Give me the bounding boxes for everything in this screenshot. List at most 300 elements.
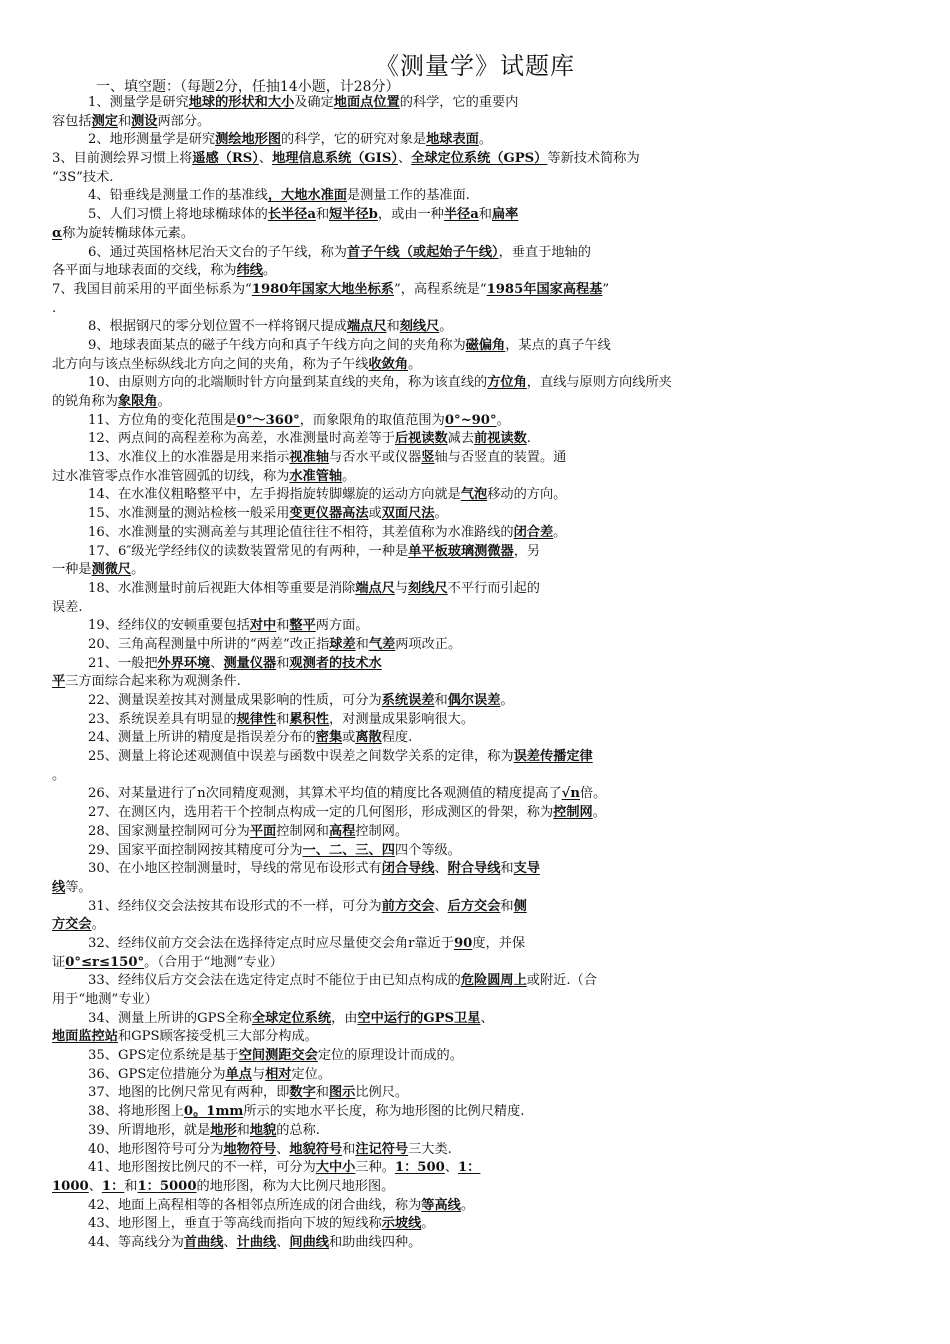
question-line [52,898,904,917]
question-text: 和助曲线四种。 [328,1234,422,1250]
question-line [52,1178,904,1197]
question-text: 、 [276,1141,290,1157]
question-line [52,150,904,169]
question-line [52,356,904,375]
question-text: 。 [434,506,448,522]
question-line [52,673,904,692]
question-line [52,412,904,431]
answer-blank: 水准管轴 [289,468,343,484]
question-line [52,1084,904,1103]
question-text: 和 [315,207,330,223]
question-text: ”，高程系统是“ [393,281,487,297]
question-text: ，对测量成果影响很大。 [328,711,475,727]
question-text: 29、国家平面控制网按其精度可分为 [88,842,303,858]
question-text: 12、两点间的高程差称为高差，水准测量时高差等于 [88,431,395,447]
question-line [52,860,904,879]
answer-blank: 测设 [131,113,158,129]
answer-blank: 短半径b [329,207,378,223]
question-text: 。 [592,805,606,821]
question-text: 等。 [65,879,92,895]
question-text: 34、测量上所讲的GPS全称 [88,1010,252,1026]
question-text: 或 [368,506,382,522]
question-line [52,449,904,468]
answer-blank: 刻线尺 [408,580,448,596]
question-text: 5、人们习惯上将地球椭球体的 [88,207,268,223]
question-text: 、 [434,861,448,877]
question-text: 41、地形图按比例尺的不一样，可分为 [88,1160,316,1176]
question-text: 38、将地形图上 [88,1104,184,1120]
page-title: 《测量学》试题库 [375,52,575,80]
question-text: 各平面与地球表面的交线，称为 [52,263,237,279]
answer-blank: 测微尺 [91,562,132,578]
answer-blank: 对中 [249,618,277,634]
question-text: ，而象限角的取值范围为 [299,412,445,428]
question-text: 称为旋转椭球体元素。 [62,225,195,241]
question-text: . [52,300,57,316]
answer-blank: ，大地水准面 [267,188,347,204]
question-text: 两项改正。 [395,636,462,652]
question-text: 11、方位角的变化范围是 [88,412,237,428]
question-text: 25、测量上将论述观测值中误差与函数中误差之间数学关系的定律，称为 [88,749,514,765]
answer-blank: 地理信息系统（GIS） [272,151,398,167]
question-line [52,1047,904,1066]
question-text: 39、所谓地形，就是 [88,1122,211,1138]
answer-blank: 90 [453,935,473,951]
answer-blank: 单平板玻璃测微器 [408,543,514,559]
question-text: 的科学，它的研究对象是 [281,132,427,148]
question-text: 、 [223,1234,237,1250]
question-text: ，另 [513,543,541,559]
question-text: 和GPS顾客接受机三大部分构成。 [117,1029,318,1045]
answer-blank: 规律性 [236,711,277,727]
question-text: 、 [276,1234,290,1250]
answer-blank: 球差 [329,636,356,652]
answer-blank: 1985年国家高程基 [486,281,603,297]
question-text: 。 [157,394,171,409]
question-text: 和 [478,207,492,223]
answer-blank: 半径a [443,207,479,223]
answer-blank: 计曲线 [236,1234,277,1250]
answer-blank: 0°≤r≤150° [65,954,145,970]
answer-blank: 0°～360° [236,412,300,428]
question-text: 22、测量误差按其对测量成果影响的性质，可分为 [88,693,382,708]
question-text: 13、水准仪上的水准器是用来指示 [88,450,290,466]
question-line [52,561,904,580]
question-line [52,823,904,842]
answer-blank: 空中运行的GPS卫星 [357,1010,481,1026]
question-line [52,206,904,225]
answer-blank: 整平 [289,618,316,634]
question-text: 14、在水准仪粗略整平中，左手拇指旋转脚螺旋的运动方向就是 [88,487,461,503]
question-text: 、 [434,898,448,914]
question-text: 北方向与该点坐标纵线北方向之间的夹角，称为子午线 [52,356,369,372]
answer-blank: 刻线尺 [399,319,440,335]
question-text: 28、国家测量控制网可分为 [88,823,250,839]
answer-blank: 闭合导线 [381,861,435,877]
question-text: 。 [263,263,277,279]
question-text: . [526,431,531,447]
question-line [52,486,904,505]
question-text: 。 [91,917,105,933]
question-text: 10、由原则方向的北端顺时针方向量到某直线的夹角，称为该直线的 [88,375,488,391]
question-text: 27、在测区内，选用若干个控制点构成一定的几何图形，形成测区的骨架，称为 [88,805,554,821]
answer-blank: 相对 [265,1066,292,1082]
question-text: 误差. [52,599,83,615]
question-text: 控制网。 [355,823,409,839]
question-text: ，或由一种 [377,207,444,223]
question-text: 。 [408,356,422,372]
answer-blank: 1000 [52,1178,89,1194]
answer-blank: 方交会 [52,917,92,933]
question-line [52,1215,904,1234]
question-text: 21、一般把 [88,655,158,671]
answer-blank: 支导 [513,861,540,877]
question-text: 、 [88,1178,102,1194]
question-text: 等新技术简称为 [547,151,640,167]
question-line [52,244,904,263]
question-text: 6、通过英国格林尼治天文台的子午线，称为 [88,244,347,260]
question-text: 3、目前测绘界习惯上将 [52,151,193,167]
question-line [52,804,904,823]
answer-blank: 长半径a [267,207,316,223]
question-text: 。 [439,319,453,335]
question-text: 。 [500,693,514,708]
answer-blank: 纬线 [236,263,263,279]
answer-blank: 1：5000 [137,1178,197,1194]
section-heading: 一、填空题：（每题2分，任抽14小题，计28分） [96,79,400,95]
question-text: 。（合用于“地测”专业） [144,954,283,970]
answer-blank: 首子午线（或起始子午线） [346,244,499,260]
question-line [52,748,904,767]
answer-blank: 外界环境 [157,655,211,671]
question-line [52,543,904,562]
answer-blank: 空间测距交会 [238,1048,318,1064]
question-line [52,262,904,281]
question-line [52,935,904,954]
answer-blank: 磁偏角 [465,337,506,353]
question-text: 。 [131,562,145,578]
answer-blank: 地形 [210,1122,237,1138]
question-line [52,225,904,244]
question-text: 和 [315,1085,329,1101]
question-line [52,729,904,748]
answer-blank: 示坡线 [381,1216,422,1232]
answer-blank: 前方交会 [381,898,435,914]
question-line [52,1197,904,1216]
question-text: 和 [276,655,290,671]
question-text: 1、测量学是研究 [88,95,189,110]
question-text: 24、测量上所讲的精度是指误差分布的 [88,730,316,746]
question-line [52,599,904,618]
question-list [52,94,904,1253]
question-text: 42、地面上高程相等的各相邻点所连成的闭合曲线，称为 [88,1197,422,1213]
question-line [52,916,904,935]
answer-blank: 首曲线 [183,1234,224,1250]
answer-blank: 地物符号 [223,1141,277,1157]
question-text: 是测量工作的基准面. [346,188,470,204]
question-text: 与 [251,1066,266,1082]
question-line [52,692,904,711]
answer-blank: 图示 [328,1085,356,1101]
question-text: 或附近.（合 [526,973,597,989]
question-text: 和 [276,618,290,634]
question-text: 和 [117,113,132,129]
question-text: 容包括 [52,113,92,129]
question-text: 定位的原理设计而成的。 [317,1048,463,1064]
question-text: 16、水准测量的实测高差与其理论值往往不相符，其差值称为水准路线的 [88,524,514,540]
question-text: 和 [434,693,448,708]
answer-blank: α [52,225,63,241]
question-text: 和 [386,319,400,335]
question-text: 、 [480,1010,494,1026]
question-text: 、 [444,1160,458,1176]
question-text: 与 [394,580,409,596]
question-text: 和 [500,898,514,914]
answer-blank: 视准轴 [289,450,329,466]
question-text: 两方面。 [315,618,369,634]
question-text: 17、6″级光学经纬仪的读数装置常见的有两种，一种是 [88,543,409,559]
question-text: 40、地形图符号可分为 [88,1141,224,1157]
question-text: 20、三角高程测量中所讲的“两差”改正指 [88,636,330,652]
question-text: 三种。 [355,1160,395,1176]
answer-blank: 扁率 [491,207,519,223]
question-line [52,374,904,393]
answer-blank: 累积性 [289,711,329,727]
answer-blank: 1： [458,1160,481,1176]
question-line [52,1066,904,1085]
question-text: 、 [210,655,224,671]
question-line [52,1234,904,1253]
question-line [52,1159,904,1178]
question-text: ，直线与原则方向线所夹 [526,375,672,391]
question-text: 三方面综合起来称为观测条件. [65,674,241,690]
question-text: 一种是 [52,562,92,578]
answer-blank: 1980年国家大地坐标系 [251,281,394,297]
question-text: 和 [276,711,290,727]
question-text: 7、我国目前采用的平面坐标系为“ [52,281,252,297]
answer-blank: 象限角 [117,394,158,409]
question-text: 。 [496,412,510,428]
question-line [52,972,904,991]
question-text: 两部分。 [157,113,211,129]
question-text: 减去 [447,431,475,447]
question-line [52,1103,904,1122]
question-text: 四个等级。 [394,842,461,858]
question-text: 所示的实地水平长度，称为地形图的比例尺精度. [243,1104,525,1120]
answer-blank: 后视读数 [394,431,448,447]
question-text: 26、对某量进行了n次同精度观测，其算术平均值的精度比各观测值的精度提高了 [88,786,562,802]
question-line [52,1141,904,1160]
question-text: 44、等高线分为 [88,1234,184,1250]
question-text: 程度. [381,730,413,746]
answer-blank: 系统误差 [381,693,435,708]
question-line [52,337,904,356]
question-line [52,785,904,804]
answer-blank: 附合导线 [447,861,501,877]
question-line [52,300,904,319]
question-line [52,169,904,188]
question-text: 4、铅垂线是测量工作的基准线 [88,188,268,204]
answer-blank: √n [561,786,580,802]
answer-blank: 地面监控站 [52,1029,118,1045]
answer-blank: 离散 [355,730,382,746]
answer-blank: 密集 [315,730,343,746]
answer-blank: 全球定位系统 [251,1010,332,1026]
question-line [52,524,904,543]
question-line [52,617,904,636]
question-line [52,636,904,655]
answer-blank: 竖 [421,450,435,466]
answer-blank: 偶尔误差 [447,693,501,708]
answer-blank: 0°~90° [444,412,497,428]
question-text: 37、地图的比例尺常见有两种，即 [88,1085,290,1101]
question-text: 的地形图，称为大比例尺地形图。 [196,1178,395,1194]
question-text: ，垂直于地轴的 [498,244,591,260]
question-text: ，某点的真子午线 [505,337,611,353]
question-text: ” [602,281,610,297]
question-line [52,468,904,487]
question-text: 比例尺。 [355,1085,409,1101]
answer-blank: 侧 [513,898,527,914]
answer-blank: 地面点位置 [333,95,400,110]
answer-blank: 危险圆周上 [460,973,527,989]
question-line [52,94,904,113]
question-line [52,711,904,730]
answer-blank: 误差传播定律 [513,749,593,765]
question-text: 移动的方向。 [487,487,567,503]
question-line [52,580,904,599]
question-line [52,954,904,973]
question-text: 43、地形图上，垂直于等高线而指向下坡的短线称 [88,1216,382,1232]
question-text: 或 [342,730,356,746]
question-text: 、 [397,151,412,167]
answer-blank: 观测者的技术水 [289,655,382,671]
question-text: 不平行而引起的 [447,580,540,596]
answer-blank: 间曲线 [289,1234,329,1250]
question-text: 和 [236,1122,250,1138]
answer-blank: 前视读数 [474,431,527,447]
question-text: 的锐角称为 [52,394,118,409]
answer-blank: 闭合差 [513,524,554,540]
question-text: 。 [553,524,567,540]
question-text: 2、地形测量学是研究 [88,132,216,148]
answer-blank: 线 [52,879,66,895]
question-line [52,430,904,449]
answer-blank: 单点 [225,1066,252,1082]
answer-blank: 控制网 [553,805,593,821]
question-line [52,505,904,524]
question-text: 15、水准测量的测站检核一般采用 [88,506,290,522]
answer-blank: 0。1mm [183,1104,244,1120]
question-text: 32、经纬仪前方交会法在选择待定点时应尽量使交会角r靠近于 [88,935,454,951]
question-text: 8、根据钢尺的零分划位置不一样将钢尺提成 [88,319,347,335]
question-line [52,1028,904,1047]
question-line [52,113,904,132]
question-text: 控制网和 [276,823,329,839]
question-line [52,655,904,674]
question-line [52,767,904,786]
question-line [52,879,904,898]
question-text: 的总称. [276,1122,320,1138]
question-text: 。 [342,468,356,484]
question-text: 36、GPS定位措施分为 [88,1066,226,1082]
answer-blank: 全球定位系统（GPS） [411,151,548,167]
answer-blank: 地球的形状和大小 [188,95,295,110]
answer-blank: 气差 [368,636,396,652]
question-text: 度，并保 [472,935,526,951]
answer-blank: 端点尺 [346,319,387,335]
answer-blank: 地球表面 [426,132,479,148]
answer-blank: 平 [52,674,66,690]
answer-blank: 双面尺法 [381,506,435,522]
answer-blank: 高程 [328,823,356,839]
answer-blank: 大中小 [315,1160,356,1176]
question-text: 。 [478,132,493,148]
answer-blank: 地貌符号 [289,1141,343,1157]
answer-blank: 遥感（RS） [192,151,259,167]
answer-blank: 测定 [91,113,118,129]
answer-blank: 测绘地形图 [215,132,282,148]
answer-blank: 一、二、三、四 [302,842,395,858]
answer-blank: 测量仪器 [223,655,277,671]
answer-blank: 端点尺 [355,580,395,596]
answer-blank: 变更仪器高法 [289,506,369,522]
answer-blank: 1：500 [394,1160,445,1176]
question-line [52,393,904,412]
question-text: 用于“地测”专业） [52,992,158,1007]
question-text: 定位。 [291,1066,332,1082]
question-line [52,1010,904,1029]
question-text: 三大类. [408,1141,452,1157]
question-text: 。 [52,767,66,783]
answer-blank: 地貌 [249,1122,277,1138]
answer-blank: 收敛角 [368,356,409,372]
question-line [52,1122,904,1141]
question-text: 19、经纬仪的安顿重要包括 [88,618,250,634]
answer-blank: 平面 [249,823,277,839]
question-line [52,991,904,1010]
question-text: 和 [355,636,369,652]
question-text: 23、系统误差具有明显的 [88,711,237,727]
answer-blank: 后方交会 [447,898,501,914]
question-line [52,131,904,150]
question-text: 33、经纬仪后方交会法在选定待定点时不能位于由已知点构成的 [88,973,461,989]
question-text: 轴与否竖直的装置。通 [434,450,567,466]
answer-blank: 注记符号 [355,1141,409,1157]
question-text: 的科学，它的重要内 [399,95,519,110]
question-text: “3S”技术. [52,169,114,185]
question-text: 和 [342,1141,356,1157]
question-text: 18、水准测量时前后视距大体相等重要是消除 [88,580,356,596]
answer-blank: 气泡 [460,487,488,503]
question-text: 证 [52,954,66,970]
question-text: 。 [421,1216,435,1232]
question-line [52,281,904,300]
question-line [52,187,904,206]
question-text: 过水准管零点作水准管圆弧的切线，称为 [52,468,290,484]
question-text: 与否水平或仪器 [328,450,422,466]
question-text: 31、经纬仪交会法按其布设形式的不一样，可分为 [88,898,382,914]
answer-blank: 等高线 [421,1197,461,1213]
question-text: 及确定 [294,95,334,110]
question-text: 9、地球表面某点的磁子午线方向和真子午线方向之间的夹角称为 [88,337,466,353]
question-text: 35、GPS定位系统是基于 [88,1048,239,1064]
question-line [52,842,904,861]
question-text: ，由 [331,1010,358,1026]
question-text: 倍。 [579,786,607,802]
answer-blank: 1： [101,1178,125,1194]
question-line [52,318,904,337]
